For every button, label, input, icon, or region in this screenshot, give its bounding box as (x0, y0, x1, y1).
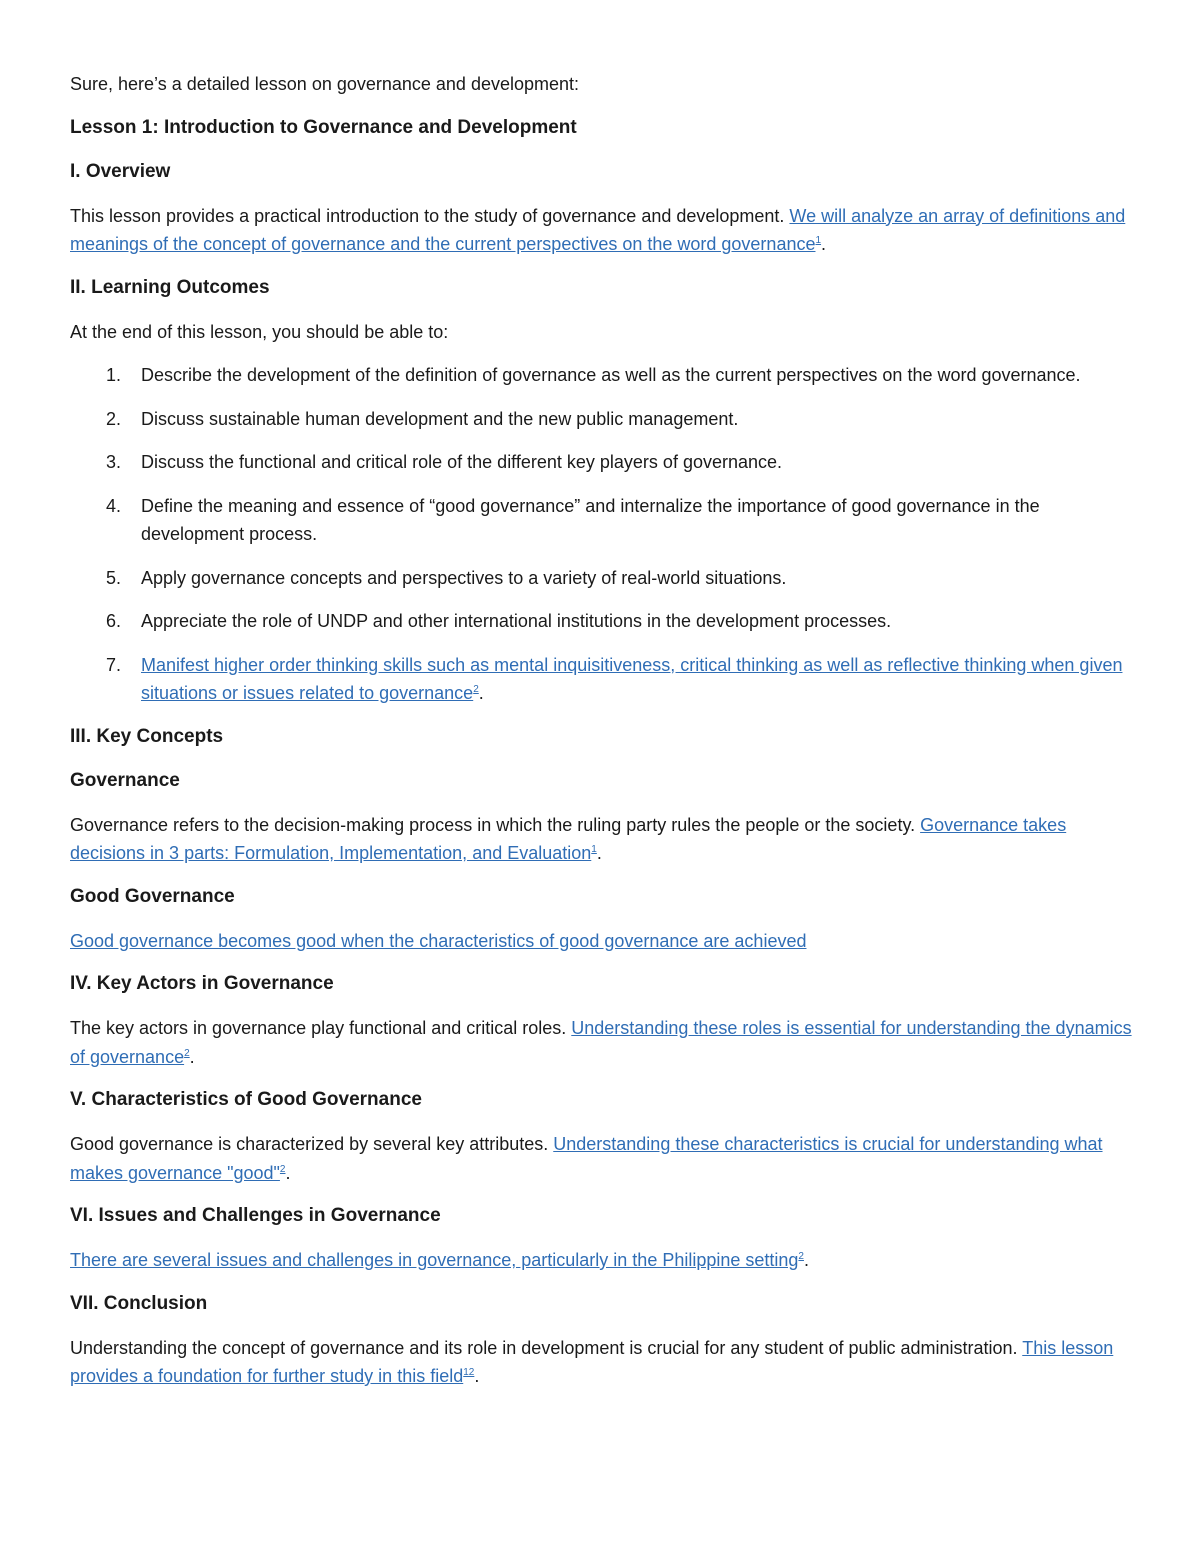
learning-outcomes-heading: II. Learning Outcomes (70, 276, 270, 298)
list-number: 6. (106, 611, 122, 631)
list-item (70, 651, 1132, 708)
footnote-ref[interactable]: 1 (815, 235, 822, 246)
overview-text: This lesson provides a practical introduction to the study of governance and development. (70, 205, 790, 226)
intro-text: Sure, here’s a detailed lesson on governance and development: (70, 74, 580, 94)
list-item (70, 492, 1132, 549)
list-item-text: Discuss the functional and critical role of the different key players of governance. (141, 452, 783, 472)
governance-end: . (596, 843, 602, 863)
list-number: 2. (106, 408, 122, 429)
list-item-text: Define the meaning and essence of “good governance” and internalize the importance of good governance in the development process. (141, 495, 1040, 544)
learning-outcomes-lead: At the end of this lesson, you should be able to: (70, 321, 449, 342)
list-item-text: Describe the development of the definition of governance as well as the current perspectives on the word governance. (141, 365, 1081, 385)
list-item (70, 448, 1132, 477)
good-governance-citation-link[interactable]: Good governance becomes good when the characteristics of good governance are achieved (70, 930, 807, 951)
footnote-ref[interactable]: 2 (473, 684, 479, 695)
conclusion-paragraph (70, 1334, 1132, 1391)
list-number: 4. (106, 495, 122, 516)
list-item (70, 405, 1132, 434)
key-actors-end: . (189, 1046, 195, 1067)
overview-heading: I. Overview (70, 160, 171, 182)
governance-text: Governance refers to the decision-making process in which the ruling party rules the people or the society. (70, 814, 921, 835)
issues-heading: VI. Issues and Challenges in Governance (70, 1205, 441, 1226)
list-item-text: Appreciate the role of UNDP and other international institutions in the development processes. (141, 611, 892, 631)
conclusion-heading: VII. Conclusion (70, 1292, 208, 1314)
characteristics-end: . (285, 1162, 291, 1183)
good-governance-subheading: Good Governance (70, 885, 235, 907)
characteristics-heading: V. Characteristics of Good Governance (70, 1089, 422, 1110)
footnote-ref[interactable]: 1 (591, 844, 597, 855)
footnote-ref[interactable]: 12 (463, 1367, 475, 1378)
characteristics-text: Good governance is characterized by several key attributes. (70, 1134, 554, 1154)
overview-end: . (821, 234, 827, 254)
list-number: 7. (106, 654, 122, 675)
key-actors-heading: IV. Key Actors in Governance (70, 973, 334, 994)
characteristics-citation-link[interactable]: Understanding these characteristics is crucial for understanding what makes governance "good" (70, 1134, 1103, 1183)
conclusion-end: . (474, 1366, 480, 1386)
list-item-end: . (478, 683, 484, 703)
conclusion-citation-link[interactable]: This lesson provides a foundation for further study in this field (70, 1337, 1114, 1386)
issues-end: . (803, 1250, 809, 1270)
list-number: 3. (106, 452, 122, 472)
overview-citation-link[interactable]: We will analyze an array of definitions and meanings of the concept of governance and the current perspectives on the word governance (70, 205, 1126, 254)
list-item-text: Apply governance concepts and perspectives to a variety of real-world situations. (141, 567, 787, 588)
good-governance-paragraph (70, 927, 1132, 956)
overview-paragraph (70, 202, 1132, 259)
list-item-text: Discuss sustainable human development and the new public management. (141, 408, 739, 429)
footnote-ref[interactable]: 2 (184, 1047, 190, 1059)
issues-citation-link[interactable]: There are several issues and challenges in governance, particularly in the Philippine setting (70, 1250, 799, 1270)
document-page (70, 70, 1132, 1406)
list-item (70, 361, 1132, 390)
conclusion-text: Understanding the concept of governance and its role in development is crucial for any student of public administration. (70, 1337, 1023, 1358)
key-actors-paragraph (70, 1014, 1132, 1071)
list-number: 5. (106, 567, 122, 588)
list-number: 1. (106, 365, 122, 385)
list-item (70, 607, 1132, 636)
characteristics-paragraph (70, 1130, 1132, 1187)
list-item (70, 564, 1132, 593)
list-item-citation-link[interactable]: Manifest higher order thinking skills such as mental inquisitiveness, critical thinking as well as reflective thinking when given situations or issues related to governance (141, 654, 1123, 703)
key-concepts-heading: III. Key Concepts (70, 725, 224, 747)
lesson-title: Lesson 1: Introduction to Governance and Development (70, 116, 577, 138)
learning-outcomes-list (70, 361, 1132, 708)
issues-paragraph (70, 1246, 1132, 1275)
key-actors-text: The key actors in governance play functional and critical roles. (70, 1018, 572, 1038)
governance-subheading: Governance (70, 769, 180, 791)
key-actors-citation-link[interactable]: Understanding these roles is essential for understanding the dynamics of governance (70, 1018, 1132, 1067)
footnote-ref[interactable]: 2 (798, 1251, 804, 1262)
governance-citation-link[interactable]: Governance takes decisions in 3 parts: Formulation, Implementation, and Evaluation (70, 814, 1067, 863)
governance-paragraph (70, 811, 1132, 868)
footnote-ref[interactable]: 2 (279, 1163, 286, 1175)
